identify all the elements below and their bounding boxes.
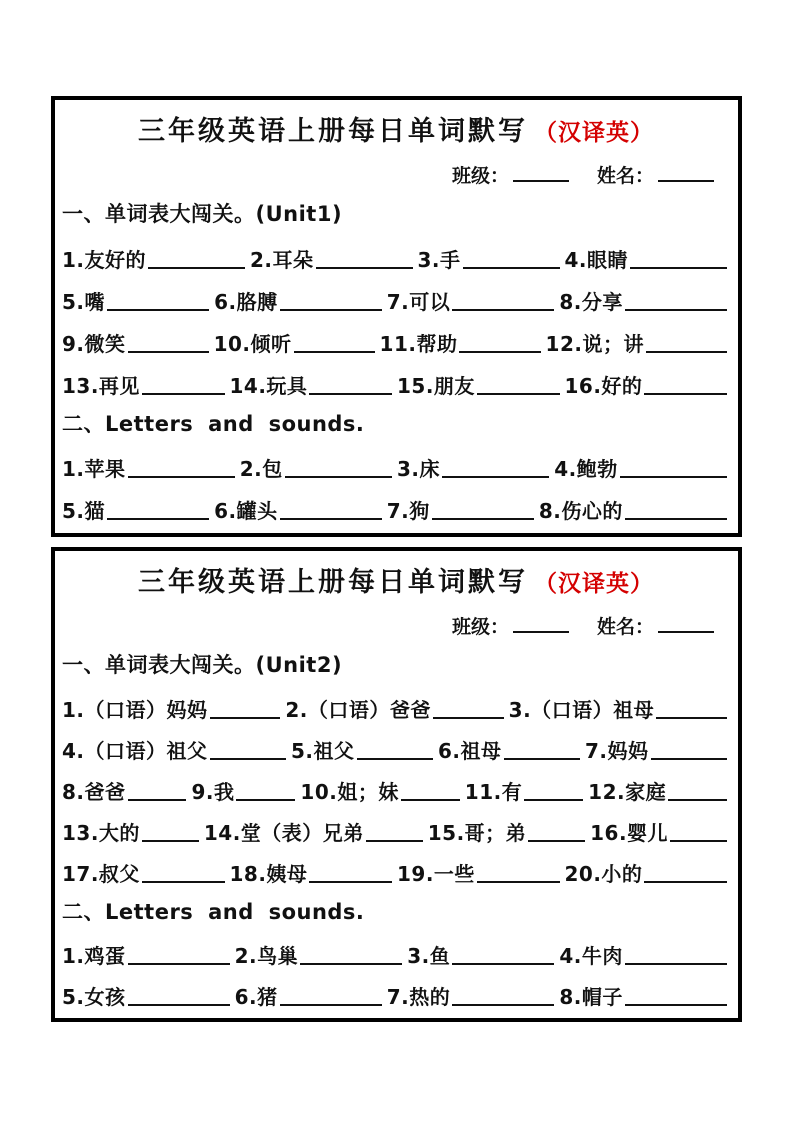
word-prompt: 3.鱼: [407, 944, 451, 969]
sections-container: [62, 650, 730, 1010]
word-item: [509, 698, 730, 723]
word-item: [62, 780, 189, 805]
answer-blank-line: [316, 265, 413, 269]
word-item: [62, 985, 233, 1010]
answer-blank-line: [300, 961, 402, 965]
answer-blank-line: [625, 307, 727, 311]
page-title: [62, 565, 730, 600]
answer-blank-line: [625, 961, 727, 965]
word-prompt: 1.苹果: [62, 457, 126, 482]
title-tag-red: （汉译英）: [534, 571, 654, 597]
answer-blank-line: [128, 474, 235, 478]
word-prompt: 19.一些: [397, 861, 475, 886]
worksheet-card-unit1: [51, 96, 742, 537]
word-item: [62, 944, 233, 969]
word-item: [285, 698, 506, 723]
answer-blank-line: [294, 349, 375, 353]
class-blank-line: [513, 614, 569, 633]
answer-blank-line: [148, 265, 245, 269]
class-name-line: [62, 161, 730, 189]
word-item: [387, 290, 558, 315]
word-prompt: 8.爸爸: [62, 779, 126, 804]
name-blank-line: [658, 614, 714, 633]
answer-blank-line: [210, 715, 281, 719]
word-row: [62, 764, 730, 805]
word-prompt: 3.（口语）祖母: [508, 697, 655, 722]
answer-blank-line: [309, 879, 392, 883]
word-prompt: 2.鸟巢: [234, 944, 299, 969]
word-row: [62, 682, 730, 723]
word-prompt: 5.女孩: [62, 985, 126, 1010]
word-item: [590, 821, 730, 846]
answer-blank-line: [128, 961, 230, 965]
word-item: [62, 290, 212, 315]
answer-blank-line: [236, 797, 295, 801]
word-item: [62, 248, 248, 273]
word-prompt: 5.猫: [62, 499, 106, 524]
word-item: [565, 248, 731, 273]
word-item: [397, 457, 552, 482]
word-item: [588, 780, 730, 805]
answer-blank-line: [620, 474, 727, 478]
answer-blank-line: [280, 516, 382, 520]
section-heading: 二、Letters and sounds.: [62, 899, 365, 924]
word-prompt: 15.哥；弟: [427, 820, 527, 845]
word-prompt: 10.倾听: [213, 331, 292, 356]
answer-blank-line: [280, 1002, 382, 1006]
answer-blank-line: [630, 265, 727, 269]
word-row: [62, 315, 730, 357]
answer-blank-line: [128, 797, 187, 801]
answer-blank-line: [644, 391, 727, 395]
class-blank-line: [513, 163, 569, 182]
word-prompt: 4.（口语）祖父: [62, 738, 208, 763]
word-item: [559, 290, 730, 315]
answer-blank-line: [309, 391, 392, 395]
word-item: [62, 739, 289, 764]
word-prompt: 6.猪: [234, 985, 278, 1010]
word-prompt: 13.大的: [62, 820, 140, 845]
answer-blank-line: [280, 307, 382, 311]
word-item: [407, 944, 557, 969]
answer-blank-line: [210, 756, 286, 760]
word-prompt: 14.堂（表）兄弟: [203, 820, 364, 845]
answer-blank-line: [107, 307, 209, 311]
answer-blank-line: [366, 838, 423, 842]
answer-blank-line: [432, 516, 534, 520]
word-prompt: 2.（口语）爸爸: [285, 697, 431, 722]
worksheet-card-unit2: [51, 547, 742, 1022]
answer-blank-line: [477, 391, 560, 395]
word-row: [62, 969, 730, 1010]
word-item: [230, 374, 396, 399]
word-prompt: 8.伤心的: [538, 499, 623, 524]
word-prompt: 16.婴儿: [590, 820, 669, 845]
word-item: [546, 332, 730, 357]
answer-blank-line: [656, 715, 727, 719]
word-row: [62, 482, 730, 524]
answer-blank-line: [459, 349, 540, 353]
word-prompt: 8.帽子: [559, 985, 623, 1010]
answer-blank-line: [128, 1002, 230, 1006]
word-item: [62, 862, 228, 887]
section-heading: 二、Letters and sounds.: [62, 411, 365, 436]
word-item: [554, 457, 730, 482]
answer-blank-line: [401, 797, 460, 801]
word-prompt: 2.包: [239, 457, 283, 482]
class-name-line: [62, 612, 730, 640]
word-prompt: 2.耳朵: [250, 247, 314, 272]
class-label: 班级：: [451, 165, 509, 188]
answer-blank-line: [463, 265, 560, 269]
word-prompt: 17.叔父: [62, 861, 140, 886]
word-prompt: 11.帮助: [379, 331, 458, 356]
word-prompt: 6.胳膊: [214, 289, 278, 314]
word-item: [62, 457, 238, 482]
word-prompt: 1.鸡蛋: [62, 944, 126, 969]
name-label: 姓名：: [596, 616, 654, 639]
word-item: [418, 248, 563, 273]
word-prompt: 12.说；讲: [545, 331, 644, 356]
title-text: 三年级英语上册每日单词默写: [138, 116, 528, 147]
answer-blank-line: [107, 516, 209, 520]
word-prompt: 1.（口语）妈妈: [62, 697, 208, 722]
word-item: [539, 499, 730, 524]
sections-container: [62, 199, 730, 524]
word-prompt: 5.祖父: [291, 738, 355, 763]
word-prompt: 11.有: [464, 779, 523, 804]
word-item: [240, 457, 395, 482]
word-item: [250, 248, 416, 273]
word-item: [380, 332, 544, 357]
word-item: [397, 862, 563, 887]
answer-blank-line: [670, 838, 727, 842]
answer-blank-line: [651, 756, 727, 760]
word-item: [438, 739, 583, 764]
answer-blank-line: [128, 349, 209, 353]
word-item: [214, 499, 385, 524]
word-row: [62, 928, 730, 969]
word-prompt: 4.牛肉: [559, 944, 623, 969]
answer-blank-line: [142, 838, 199, 842]
word-item: [565, 862, 731, 887]
title-text: 三年级英语上册每日单词默写: [138, 567, 528, 598]
answer-blank-line: [442, 474, 549, 478]
word-prompt: 3.床: [397, 457, 441, 482]
word-item: [62, 332, 212, 357]
word-prompt: 6.祖母: [438, 738, 502, 763]
word-item: [428, 821, 588, 846]
name-label: 姓名：: [596, 165, 654, 188]
word-prompt: 4.眼睛: [564, 247, 629, 272]
answer-blank-line: [625, 516, 727, 520]
word-prompt: 7.热的: [386, 985, 451, 1010]
word-prompt: 18.姨母: [229, 861, 308, 886]
word-item: [235, 944, 406, 969]
word-item: [214, 290, 385, 315]
word-prompt: 12.家庭: [588, 779, 667, 804]
answer-blank-line: [142, 391, 225, 395]
section-heading: 一、单词表大闯关。(Unit2): [62, 653, 343, 678]
answer-blank-line: [646, 349, 727, 353]
word-row: [62, 231, 730, 273]
answer-blank-line: [285, 474, 392, 478]
word-item: [585, 739, 730, 764]
answer-blank-line: [452, 961, 554, 965]
section-heading: 一、单词表大闯关。(Unit1): [62, 202, 343, 227]
word-item: [204, 821, 426, 846]
word-item: [191, 780, 298, 805]
word-item: [559, 944, 730, 969]
word-item: [62, 374, 228, 399]
word-prompt: 5.嘴: [62, 289, 106, 314]
word-item: [230, 862, 396, 887]
word-prompt: 9.微笑: [62, 331, 126, 356]
answer-blank-line: [524, 797, 583, 801]
answer-blank-line: [477, 879, 560, 883]
word-prompt: 15.朋友: [397, 373, 475, 398]
answer-blank-line: [644, 879, 727, 883]
answer-blank-line: [452, 1002, 554, 1006]
answer-blank-line: [625, 1002, 727, 1006]
word-item: [387, 985, 558, 1010]
answer-blank-line: [528, 838, 585, 842]
answer-blank-line: [142, 879, 225, 883]
answer-blank-line: [668, 797, 727, 801]
word-row: [62, 846, 730, 887]
word-prompt: 13.再见: [62, 373, 140, 398]
word-prompt: 6.罐头: [214, 499, 278, 524]
word-prompt: 9.我: [191, 779, 235, 804]
word-item: [214, 332, 378, 357]
word-item: [387, 499, 537, 524]
word-prompt: 1.友好的: [62, 247, 147, 272]
word-prompt: 3.手: [417, 247, 461, 272]
word-prompt: 7.可以: [386, 289, 451, 314]
answer-blank-line: [357, 756, 433, 760]
word-item: [300, 780, 462, 805]
word-prompt: 4.鲍勃: [554, 457, 618, 482]
page-title: [62, 114, 730, 149]
word-item: [62, 698, 283, 723]
word-item: [62, 821, 202, 846]
word-row: [62, 440, 730, 482]
word-item: [565, 374, 731, 399]
word-item: [235, 985, 385, 1010]
answer-blank-line: [433, 715, 504, 719]
word-row: [62, 273, 730, 315]
word-row: [62, 357, 730, 399]
word-prompt: 14.玩具: [229, 373, 308, 398]
class-label: 班级：: [451, 616, 509, 639]
word-prompt: 7.狗: [386, 499, 430, 524]
answer-blank-line: [452, 307, 554, 311]
word-item: [397, 374, 563, 399]
title-tag-red: （汉译英）: [534, 120, 654, 146]
word-prompt: 16.好的: [564, 373, 643, 398]
word-row: [62, 723, 730, 764]
word-item: [291, 739, 436, 764]
word-prompt: 8.分享: [559, 289, 623, 314]
word-prompt: 20.小的: [564, 861, 643, 886]
word-item: [465, 780, 586, 805]
answer-blank-line: [504, 756, 580, 760]
word-prompt: 7.妈妈: [585, 738, 649, 763]
word-item: [62, 499, 212, 524]
word-prompt: 10.姐；妹: [300, 779, 399, 804]
word-row: [62, 805, 730, 846]
name-blank-line: [658, 163, 714, 182]
word-item: [559, 985, 730, 1010]
